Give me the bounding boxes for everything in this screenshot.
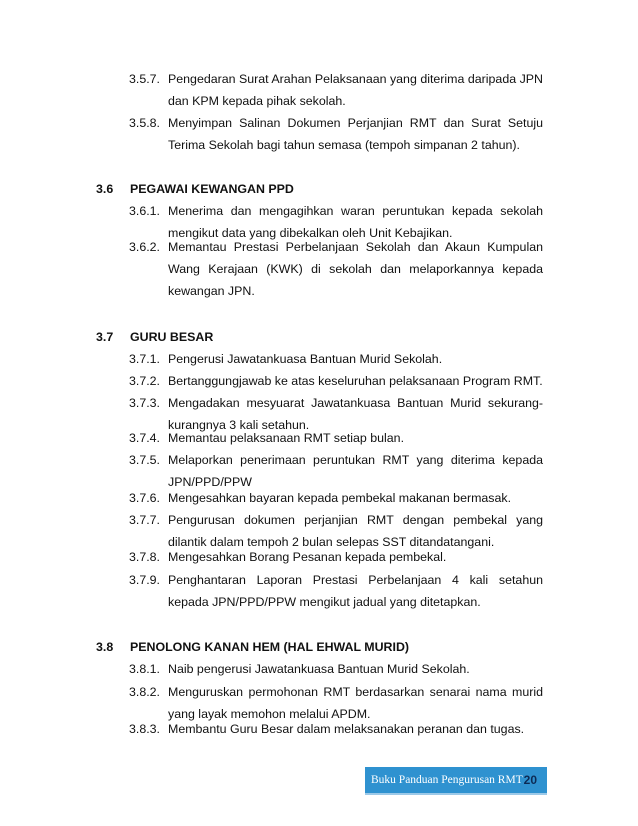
item-number: 3.7.1. <box>129 352 161 366</box>
section-number: 3.8 <box>96 640 114 654</box>
list-item <box>129 546 543 568</box>
list-item <box>129 569 543 613</box>
list-item <box>129 427 543 449</box>
item-text: Membantu Guru Besar dalam melaksanakan peranan dan tugas. <box>168 722 525 736</box>
item-number: 3.7.4. <box>129 431 161 445</box>
section-heading-3-7 <box>96 326 213 348</box>
item-number: 3.7.5. <box>129 453 161 467</box>
list-item <box>129 370 543 392</box>
section-number: 3.6 <box>96 182 114 196</box>
list-item <box>129 487 543 509</box>
item-number: 3.8.1. <box>129 662 161 676</box>
item-text: Melaporkan penerimaan peruntukan RMT yang diterima kepada JPN/PPD/PPW <box>168 453 543 489</box>
item-text: Pengurusan dokumen perjanjian RMT dengan pembekal yang dilantik dalam tempoh 2 bulan selepas SST ditandatangani. <box>168 513 543 549</box>
item-text: Mengesahkan bayaran kepada pembekal makanan bermasak. <box>168 491 512 505</box>
item-number: 3.7.7. <box>129 513 161 527</box>
item-text: Memantau Prestasi Perbelanjaan Sekolah dan Akaun Kumpulan Wang Kerajaan (KWK) di sekolah dan melaporkannya kepada kewangan JPN. <box>168 240 543 298</box>
list-item <box>129 236 543 302</box>
section-heading-3-8 <box>96 636 409 658</box>
item-number: 3.7.2. <box>129 374 161 388</box>
list-item <box>129 348 543 370</box>
list-item <box>129 68 543 112</box>
item-text: Pengedaran Surat Arahan Pelaksanaan yang diterima daripada JPN dan KPM kepada pihak sekolah. <box>168 72 543 108</box>
section-number: 3.7 <box>96 330 114 344</box>
item-number: 3.6.1. <box>129 204 161 218</box>
item-number: 3.7.3. <box>129 396 161 410</box>
item-number: 3.8.3. <box>129 722 161 736</box>
section-title: PENOLONG KANAN HEM (HAL EHWAL MURID) <box>130 640 410 654</box>
item-number: 3.8.2. <box>129 685 161 699</box>
section-title: GURU BESAR <box>130 330 214 344</box>
item-text: Mengadakan mesyuarat Jawatankuasa Bantuan Murid sekurang-kurangnya 3 kali setahun. <box>168 396 543 432</box>
item-text: Naib pengerusi Jawatankuasa Bantuan Murid Sekolah. <box>168 662 470 676</box>
item-number: 3.7.9. <box>129 573 161 587</box>
item-number: 3.6.2. <box>129 240 161 254</box>
item-text: Pengerusi Jawatankuasa Bantuan Murid Sekolah. <box>168 352 443 366</box>
list-item <box>129 718 543 740</box>
item-text: Bertanggungjawab ke atas keseluruhan pelaksanaan Program RMT. <box>168 374 543 388</box>
page-footer <box>365 767 547 793</box>
list-item <box>129 112 543 156</box>
item-number: 3.7.8. <box>129 550 161 564</box>
item-text: Menyimpan Salinan Dokumen Perjanjian RMT dan Surat Setuju Terima Sekolah bagi tahun semasa (tempoh simpanan 2 tahun). <box>168 116 543 152</box>
item-text: Menerima dan mengagihkan waran peruntukan kepada sekolah mengikut data yang dibekalkan oleh Unit Kebajikan. <box>168 204 543 240</box>
footer-divider <box>365 793 547 795</box>
item-text: Mengesahkan Borang Pesanan kepada pembekal. <box>168 550 447 564</box>
section-heading-3-6 <box>96 178 294 200</box>
item-number: 3.5.7. <box>129 72 161 86</box>
item-text: Memantau pelaksanaan RMT setiap bulan. <box>168 431 405 445</box>
page-number: 20 <box>523 773 537 787</box>
footer-title: Buku Panduan Pengurusan RMT <box>371 774 523 786</box>
item-number: 3.5.8. <box>129 116 161 130</box>
list-item <box>129 658 543 680</box>
item-text: Penghantaran Laporan Prestasi Perbelanjaan 4 kali setahun kepada JPN/PPD/PPW mengikut jadual yang ditetapkan. <box>168 573 543 609</box>
item-number: 3.7.6. <box>129 491 161 505</box>
section-title: PEGAWAI KEWANGAN PPD <box>130 182 294 196</box>
item-text: Menguruskan permohonan RMT berdasarkan senarai nama murid yang layak memohon melalui APDM. <box>168 685 543 721</box>
